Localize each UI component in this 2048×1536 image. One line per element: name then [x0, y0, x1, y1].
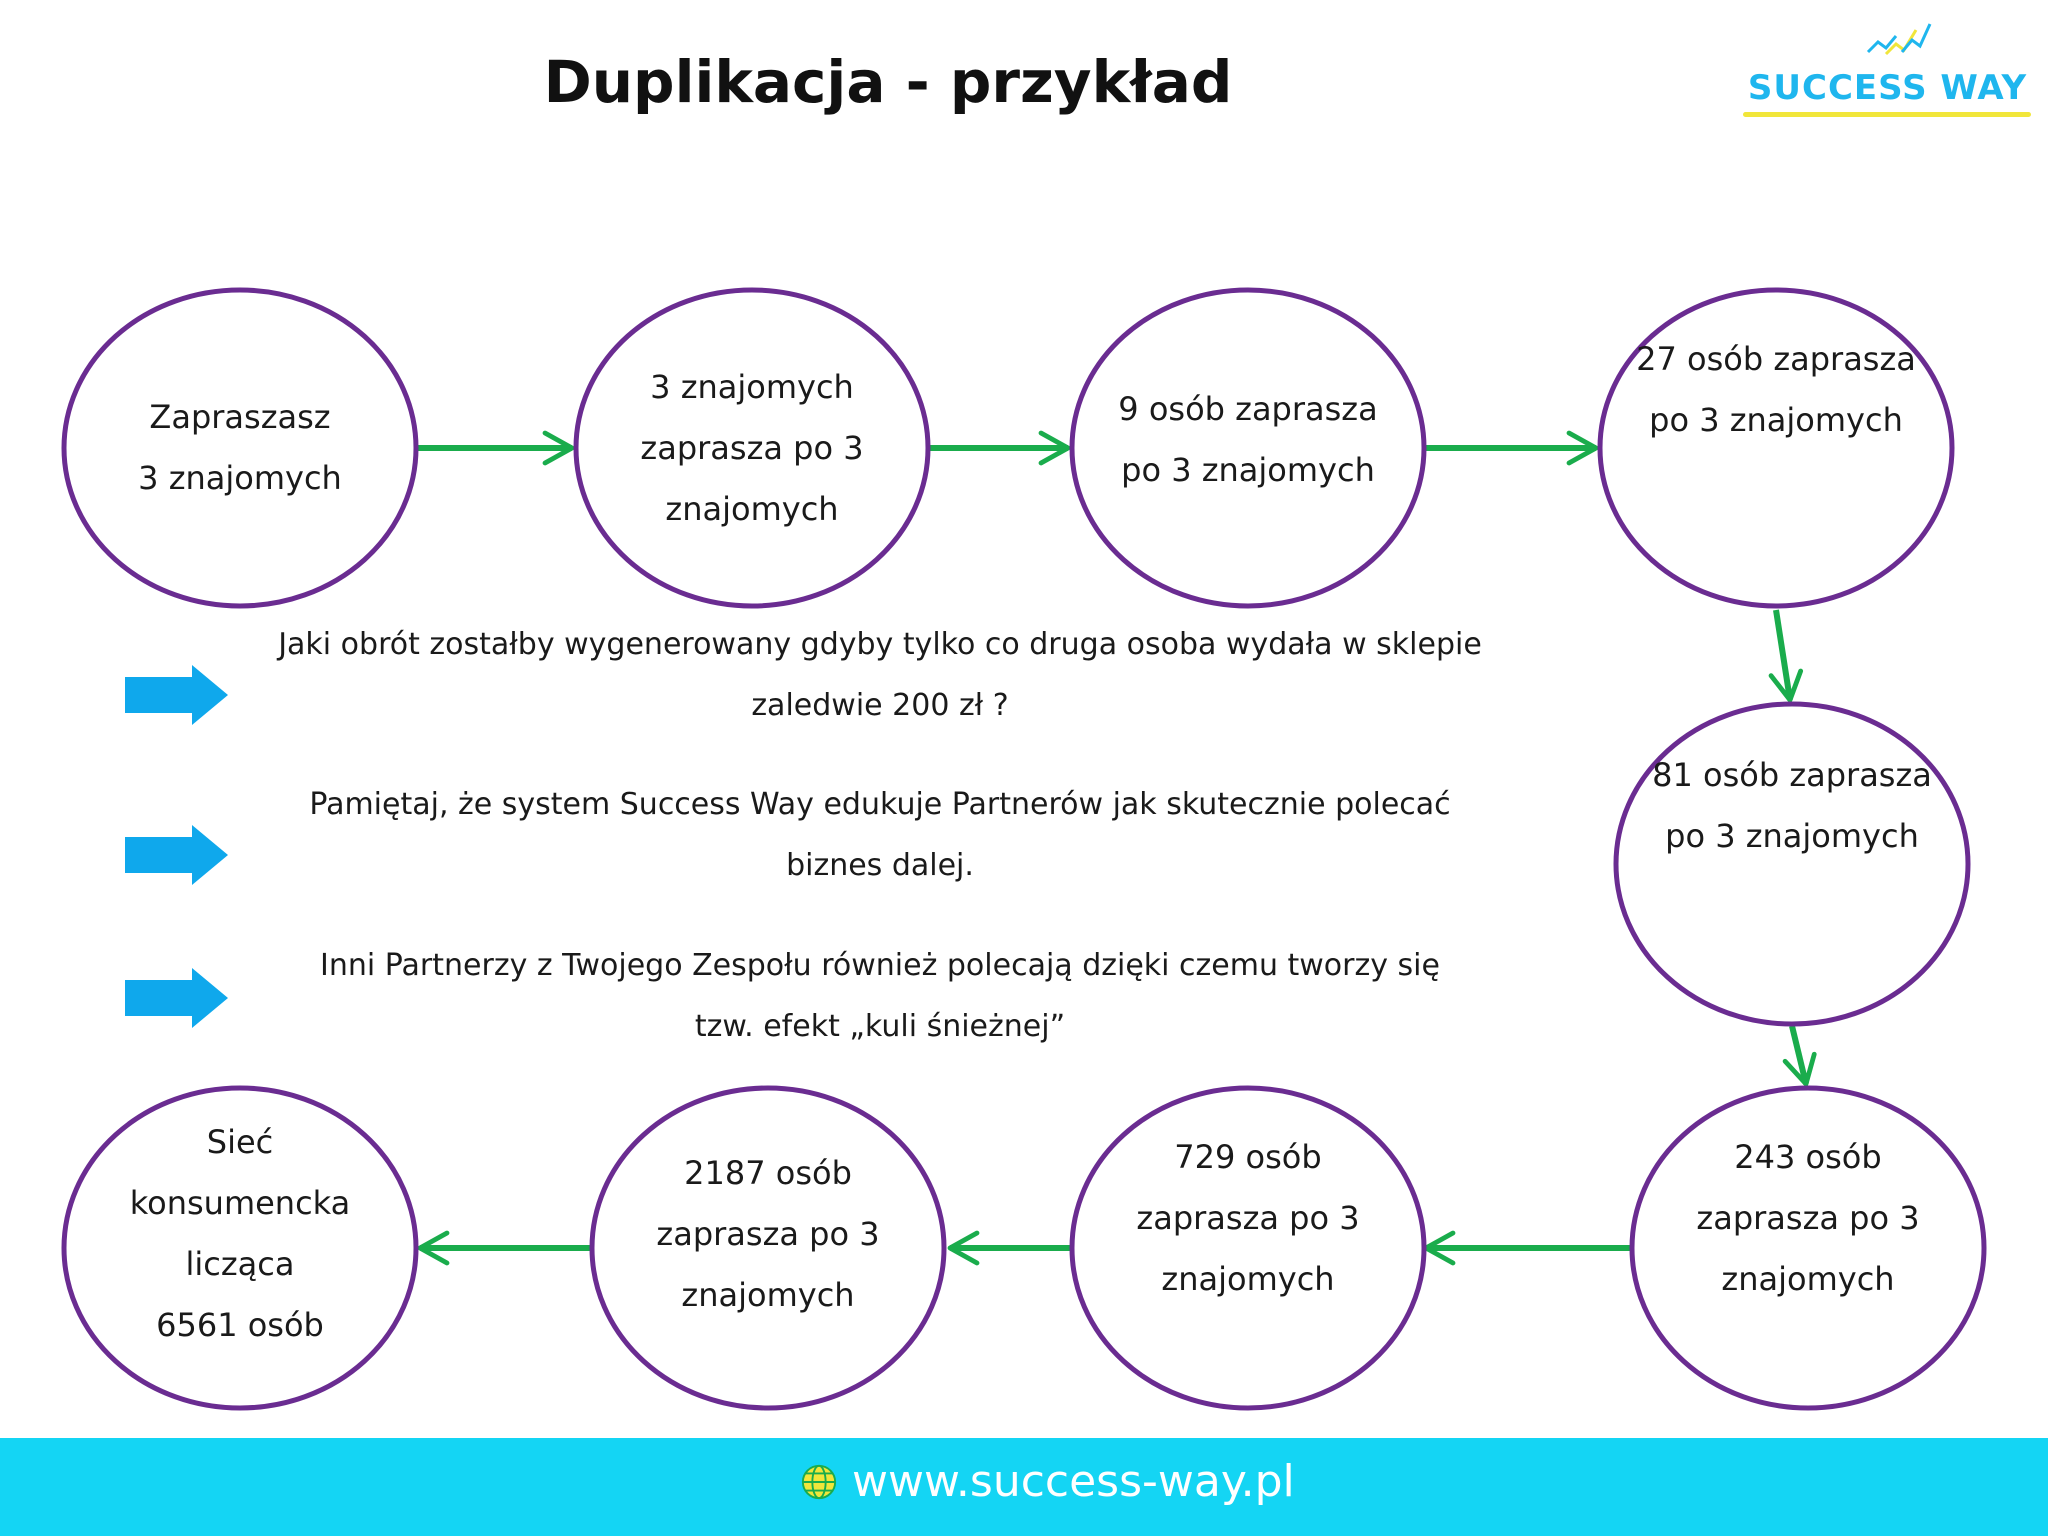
node-label-3: 9 osób zaprasza po 3 znajomych — [1118, 390, 1378, 489]
node-label-1: Zapraszasz 3 znajomych — [138, 398, 342, 497]
logo-text: SUCCESS WAY — [1747, 68, 2028, 108]
note-snowball: Inni Partnerzy z Twojego Zespołu również polecają dzięki czemu tworzy się tzw. efekt „kuli śnieżnej” — [320, 948, 1440, 1044]
node-label-6: 243 osób zaprasza po 3 znajomych — [1696, 1137, 1920, 1298]
node-label-9: Sieć konsumencka licząca 6561 osób — [129, 1123, 351, 1344]
node-label-4: 27 osób zaprasza po 3 znajomych — [1636, 340, 1916, 439]
note-arrow-2 — [125, 825, 228, 885]
globe-icon — [800, 1463, 838, 1501]
note-education: Pamiętaj, że system Success Way edukuje Partnerów jak skutecznie polecać biznes dalej. — [309, 787, 1451, 883]
page-title: Duplikacja - przykład — [543, 48, 1233, 116]
note-arrow-1 — [125, 665, 228, 725]
node-label-5: 81 osób zaprasza po 3 znajomych — [1652, 756, 1932, 855]
footer-url-text: www.success-way.pl — [852, 1456, 1295, 1507]
node-label-7: 729 osób zaprasza po 3 znajomych — [1136, 1137, 1360, 1298]
note-arrow-3 — [125, 968, 228, 1028]
flow-arrow-5 — [1792, 1026, 1806, 1084]
node-label-8: 2187 osób zaprasza po 3 znajomych — [656, 1153, 880, 1314]
footer-link[interactable] — [800, 1456, 1295, 1507]
node-label-2: 3 znajomych zaprasza po 3 znajomych — [640, 367, 864, 528]
footer-bar — [0, 1438, 2048, 1536]
note-question: Jaki obrót zostałby wygenerowany gdyby tylko co druga osoba wydała w sklepie zaledwie 200 zł ? — [278, 627, 1482, 723]
